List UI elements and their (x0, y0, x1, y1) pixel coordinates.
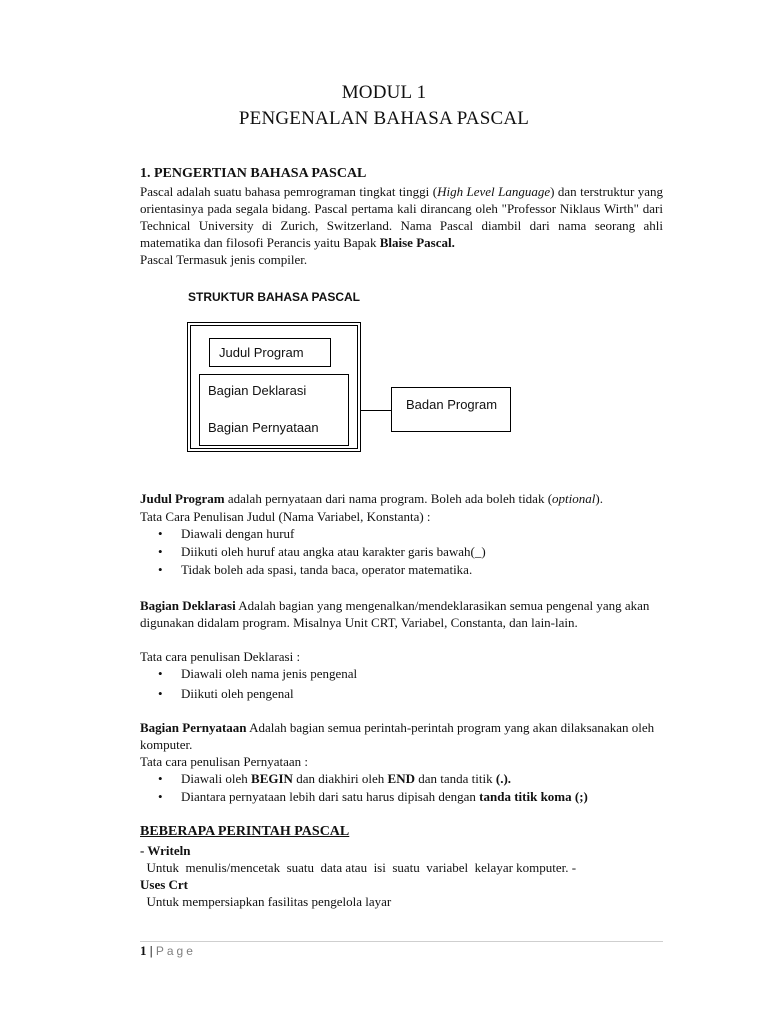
usescrt-heading: Uses Crt (140, 877, 189, 892)
writeln-heading: - Writeln (140, 843, 191, 858)
page-footer (140, 943, 196, 959)
end-keyword: END (387, 771, 415, 786)
judul-paragraph (140, 490, 663, 507)
deklarasi-text: Adalah bagian yang mengenalkan/mendeklarasikan semua pengenal yang akan digunakan didalam program. Misalnya Unit CRT, Variabel, Constanta, dan lain-lain. (140, 598, 650, 630)
pernyataan-b1-mid2: dan tanda titik (415, 771, 496, 786)
diagram-title: STRUKTUR BAHASA PASCAL (188, 290, 360, 304)
page-number: 1 (140, 943, 147, 958)
intro-italic: High Level Language (437, 184, 551, 199)
pernyataan-b1-mid: dan diakhiri oleh (292, 771, 388, 786)
diagram-badan-label: Badan Program (406, 397, 498, 412)
list-item: • Diikuti oleh pengenal (140, 685, 357, 703)
judul-term: Judul Program (140, 491, 225, 506)
pernyataan-text: Adalah bagian semua perintah-perintah program yang akan dilaksanakan oleh komputer. (140, 720, 655, 752)
page-separator: | (146, 943, 156, 958)
begin-keyword: BEGIN (251, 771, 293, 786)
judul-tata-cara: Tata Cara Penulisan Judul (Nama Variabel, Konstanta) : (140, 509, 431, 524)
list-item (140, 770, 588, 788)
writeln-description: Untuk menulis/mencetak suatu data atau isi suatu variabel kelayar komputer. - (140, 860, 577, 875)
deklarasi-paragraph (140, 597, 663, 631)
diagram-connector-line (361, 410, 392, 411)
list-item: • Tidak boleh ada spasi, tanda baca, operator matematika. (140, 561, 486, 579)
module-number: MODUL 1 (341, 82, 427, 103)
pernyataan-term: Bagian Pernyataan (140, 720, 247, 735)
pernyataan-bullet-list (140, 770, 588, 806)
list-item: • Diawali dengan huruf (140, 525, 486, 543)
list-item: • Diawali oleh nama jenis pengenal (140, 665, 357, 683)
judul-italic: optional (552, 491, 596, 506)
titik-koma-symbol: tanda titik koma (;) (479, 789, 588, 804)
section-heading-perintah: BEBERAPA PERINTAH PASCAL (140, 824, 350, 839)
judul-text: adalah pernyataan dari nama program. Boleh ada boleh tidak ( (224, 491, 553, 506)
pernyataan-b1-pre: Diawali oleh (181, 771, 252, 786)
diagram-judul-label: Judul Program (219, 345, 304, 360)
intro-text-1: Pascal adalah suatu bahasa pemrograman tingkat tinggi ( (140, 184, 438, 199)
intro-bold: Blaise Pascal. (379, 235, 455, 250)
page-label: Page (155, 944, 196, 958)
intro-paragraph (140, 183, 663, 268)
usescrt-description: Untuk mempersiapkan fasilitas pengelola layar (140, 894, 392, 909)
intro-text-3: Pascal Termasuk jenis compiler. (140, 252, 308, 267)
intro-text-2: ) dan terstruktur yang orientasinya pada segala bidang. Pascal pertama kali dirancang oleh "Professor Niklaus Wirth" dari Technical University di Zurich, Switzerland. Nama Pascal diambil dari nama seorang ahli matematika dan filosofi Perancis yaitu Bapak (140, 184, 663, 250)
deklarasi-tata-cara: Tata cara penulisan Deklarasi : (140, 649, 301, 664)
titik-symbol: (.). (495, 771, 512, 786)
pernyataan-paragraph (140, 719, 663, 753)
judul-end: ). (595, 491, 603, 506)
pernyataan-b2-pre: Diantara pernyataan lebih dari satu harus dipisah dengan (181, 789, 480, 804)
list-item: • Diikuti oleh huruf atau angka atau karakter garis bawah(_) (140, 543, 486, 561)
judul-bullet-list (140, 525, 486, 579)
diagram-deklarasi-label: Bagian Deklarasi (208, 383, 307, 398)
list-item (140, 788, 588, 806)
diagram-pernyataan-label: Bagian Pernyataan (208, 420, 319, 435)
page-title: PENGENALAN BAHASA PASCAL (238, 108, 530, 129)
footer-divider (140, 941, 663, 942)
deklarasi-bullet-list (140, 665, 357, 703)
deklarasi-term: Bagian Deklarasi (140, 598, 236, 613)
pernyataan-tata-cara: Tata cara penulisan Pernyataan : (140, 754, 309, 769)
section-heading-pengertian: 1. PENGERTIAN BAHASA PASCAL (140, 166, 367, 181)
